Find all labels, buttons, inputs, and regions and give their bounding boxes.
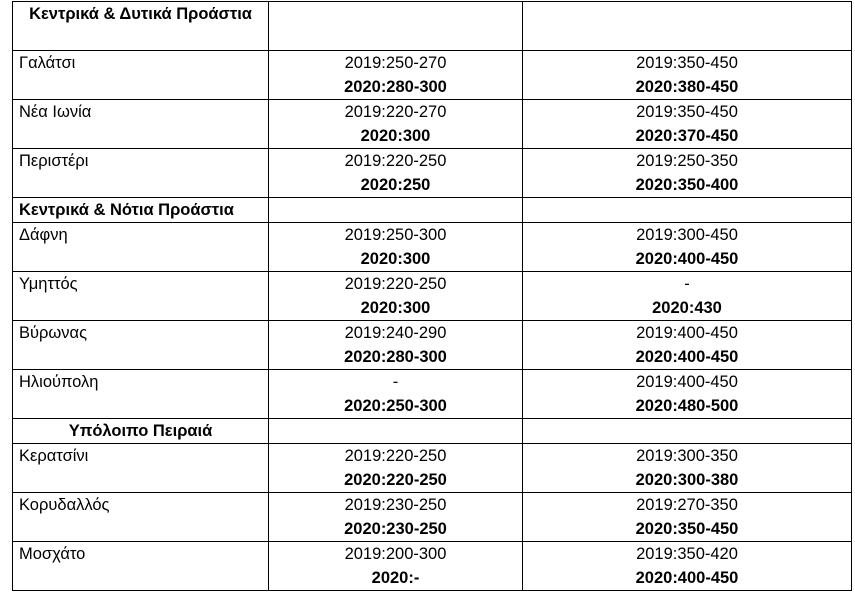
price-cell-col3: 2019:300-450 2020:400-450 — [523, 223, 852, 272]
price-cell-col3: 2019:350-420 2020:400-450 — [523, 542, 852, 591]
area-name: Ηλιούπολη — [13, 370, 269, 419]
empty-cell — [269, 419, 523, 444]
table-row — [13, 149, 852, 198]
region-header-row — [13, 419, 852, 444]
region-name: Υπόλοιπο Πειραιά — [13, 419, 269, 444]
empty-cell — [523, 419, 852, 444]
price-cell-col2: 2019:220-270 2020:300 — [269, 100, 523, 149]
price-cell-col3: 2019:350-450 2020:380-450 — [523, 51, 852, 100]
empty-cell — [269, 2, 523, 51]
region-name: Κεντρικά & Νότια Προάστια — [13, 198, 269, 223]
area-name: Κορυδαλλός — [13, 493, 269, 542]
area-name: Περιστέρι — [13, 149, 269, 198]
table-row — [13, 542, 852, 591]
area-name: Μοσχάτο — [13, 542, 269, 591]
table-row — [13, 272, 852, 321]
table-row — [13, 444, 852, 493]
price-cell-col2: 2019:220-250 2020:250 — [269, 149, 523, 198]
price-cell-col3: 2019:350-450 2020:370-450 — [523, 100, 852, 149]
region-header-row — [13, 198, 852, 223]
table-row — [13, 321, 852, 370]
area-name: Νέα Ιωνία — [13, 100, 269, 149]
price-cell-col3: 2019:250-350 2020:350-400 — [523, 149, 852, 198]
price-cell-col2: - 2020:250-300 — [269, 370, 523, 419]
area-name: Δάφνη — [13, 223, 269, 272]
price-cell-col2: 2019:220-250 2020:220-250 — [269, 444, 523, 493]
price-cell-col3: 2019:400-450 2020:480-500 — [523, 370, 852, 419]
price-cell-col3: 2019:300-350 2020:300-380 — [523, 444, 852, 493]
area-name: Κερατσίνι — [13, 444, 269, 493]
price-cell-col2: 2019:240-290 2020:280-300 — [269, 321, 523, 370]
price-cell-col2: 2019:220-250 2020:300 — [269, 272, 523, 321]
price-cell-col3: 2019:270-350 2020:350-450 — [523, 493, 852, 542]
area-name: Βύρωνας — [13, 321, 269, 370]
price-table — [12, 1, 852, 591]
empty-cell — [523, 198, 852, 223]
price-cell-col3: 2019:400-450 2020:400-450 — [523, 321, 852, 370]
price-cell-col2: 2019:230-250 2020:230-250 — [269, 493, 523, 542]
area-name: Υμηττός — [13, 272, 269, 321]
table-row — [13, 370, 852, 419]
region-header-row — [13, 2, 852, 51]
table-row — [13, 51, 852, 100]
region-name: Κεντρικά & Δυτικά Προάστια — [13, 2, 269, 51]
table-row — [13, 100, 852, 149]
price-cell-col2: 2019:250-270 2020:280-300 — [269, 51, 523, 100]
table-row — [13, 223, 852, 272]
area-name: Γαλάτσι — [13, 51, 269, 100]
price-cell-col2: 2019:250-300 2020:300 — [269, 223, 523, 272]
price-cell-col3: - 2020:430 — [523, 272, 852, 321]
table-row — [13, 493, 852, 542]
price-cell-col2: 2019:200-300 2020:- — [269, 542, 523, 591]
empty-cell — [523, 2, 852, 51]
empty-cell — [269, 198, 523, 223]
